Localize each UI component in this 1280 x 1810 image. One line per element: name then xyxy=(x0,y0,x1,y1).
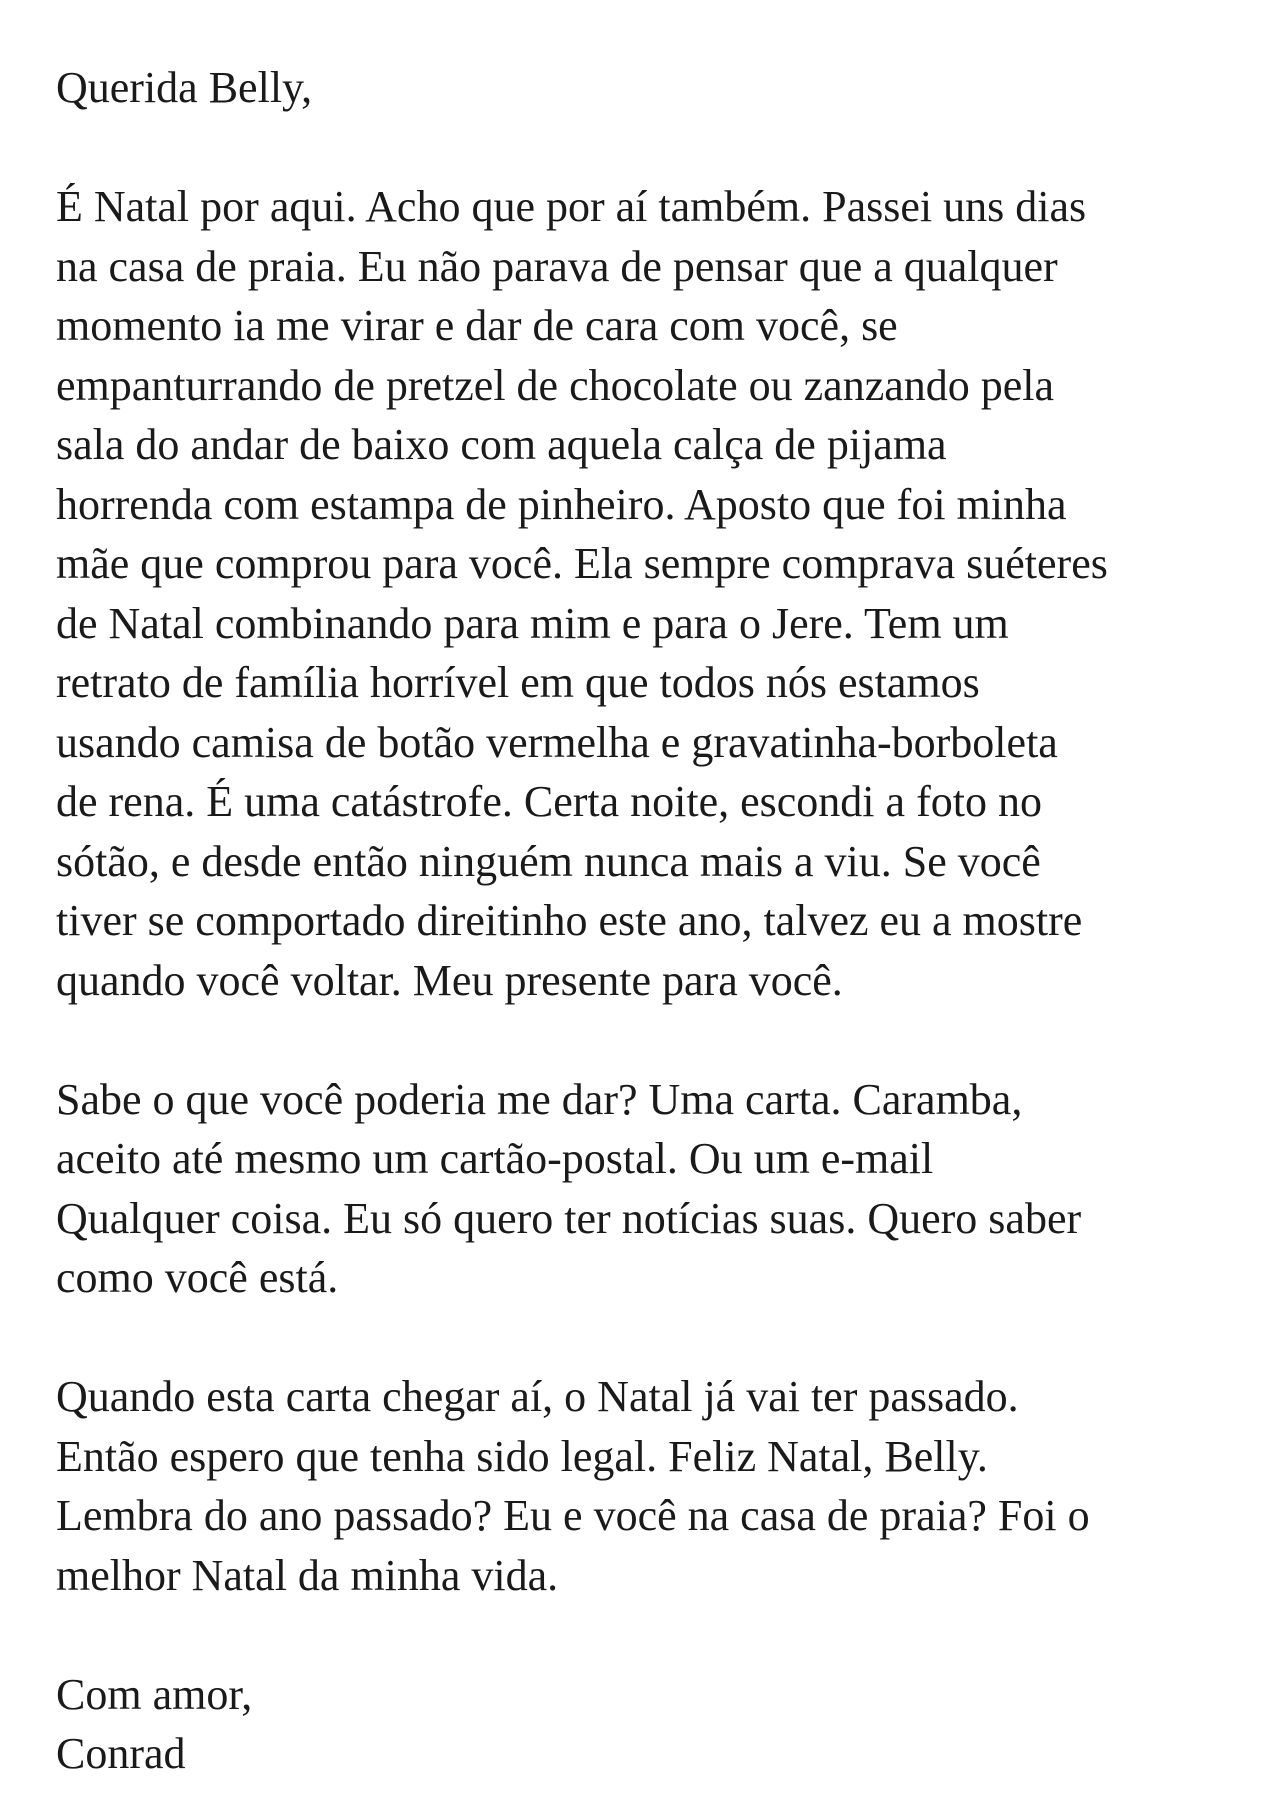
text-line: na casa de praia. Eu não parava de pensar que a qualquer xyxy=(56,241,1058,291)
text-line: melhor Natal da minha vida. xyxy=(56,1550,559,1600)
text-line: como você está. xyxy=(56,1253,339,1302)
signature: Conrad xyxy=(56,1729,186,1778)
paragraph-spacer xyxy=(56,118,1246,178)
text-line: tiver se comportado direitinho este ano, talvez eu a mostre xyxy=(56,896,1083,945)
greeting: Querida Belly, xyxy=(56,63,313,112)
text-line: momento ia me virar e dar de cara com você, se xyxy=(56,301,898,350)
paragraph-spacer xyxy=(56,1605,1246,1665)
text-line: É Natal por aqui. Acho que por aí também. Passei uns dias xyxy=(56,182,1087,231)
text-line: usando camisa de botão vermelha e gravatinha-borboleta xyxy=(56,717,1058,767)
closing: Com amor, xyxy=(56,1669,253,1719)
letter-body xyxy=(56,58,1246,1784)
paragraph-2 xyxy=(56,1070,1246,1308)
paragraph-1 xyxy=(56,177,1246,1010)
paragraph-3 xyxy=(56,1367,1246,1605)
text-line: Lembra do ano passado? Eu e você na casa de praia? Foi o xyxy=(56,1491,1090,1540)
text-line: sótão, e desde então ninguém nunca mais a viu. Se você xyxy=(56,836,1041,886)
text-line: de Natal combinando para mim e para o Jere. Tem um xyxy=(56,598,1009,648)
text-line: sala do andar de baixo com aquela calça de pijama xyxy=(56,420,947,469)
text-line: aceito até mesmo um cartão-postal. Ou um e-mail xyxy=(56,1134,934,1183)
text-line: Sabe o que você poderia me dar? Uma carta. Caramba, xyxy=(56,1074,1023,1124)
text-line: de rena. É uma catástrofe. Certa noite, escondi a foto no xyxy=(56,777,1042,826)
paragraph-spacer xyxy=(56,1010,1246,1070)
text-line: retrato de família horrível em que todos nós estamos xyxy=(56,658,980,707)
text-line: Então espero que tenha sido legal. Feliz Natal, Belly. xyxy=(56,1431,988,1481)
text-line: Qualquer coisa. Eu só quero ter notícias suas. Quero saber xyxy=(56,1193,1082,1243)
text-line: empanturrando de pretzel de chocolate ou zanzando pela xyxy=(56,360,1055,410)
text-line: quando você voltar. Meu presente para você. xyxy=(56,955,843,1005)
text-line: horrenda com estampa de pinheiro. Aposto que foi minha xyxy=(56,479,1067,529)
text-line: mãe que comprou para você. Ela sempre comprava suéteres xyxy=(56,539,1108,588)
paragraph-spacer xyxy=(56,1308,1246,1368)
text-line: Quando esta carta chegar aí, o Natal já vai ter passado. xyxy=(56,1372,1019,1421)
